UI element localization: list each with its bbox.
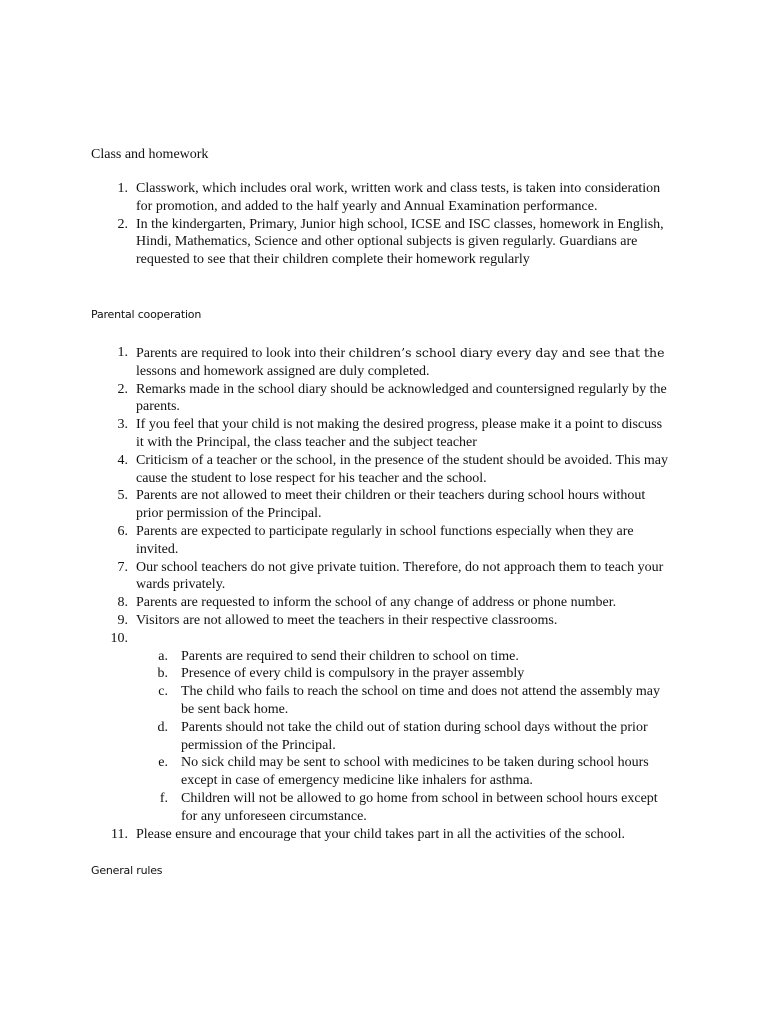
- list-item: [0, 826, 768, 844]
- heading-parental-cooperation: Parental cooperation: [91, 308, 202, 321]
- list-item-text: Parents are requested to inform the school of any change of address or phone number.: [136, 595, 617, 611]
- list-item: [0, 559, 768, 595]
- list-item: [0, 594, 768, 612]
- list-number: 8.: [117, 595, 128, 611]
- sub-list-item-text: Children will not be allowed to go home from school in between school hours except for any unforeseen circumstance.: [181, 790, 658, 824]
- list-item: [0, 630, 768, 826]
- list-item: [0, 416, 768, 452]
- list-item-text: Criticism of a teacher or the school, in the presence of the student should be avoided. This may cause the student to lose respect for his teacher and the school.: [136, 452, 668, 486]
- list-number: 10.: [110, 630, 128, 646]
- list-item: [0, 180, 768, 216]
- sub-list-item-text: The child who fails to reach the school on time and does not attend the assembly may be sent back home.: [181, 684, 660, 717]
- list-item: [0, 487, 768, 523]
- list-item-text: Our school teachers do not give private tuition. Therefore, do not approach them to teach your wards privately.: [136, 559, 664, 593]
- sub-list-letter: e.: [158, 755, 168, 771]
- list-item-text: children’s school diary every day and see that the: [348, 345, 665, 360]
- sub-list-item: [136, 665, 672, 683]
- heading-general-rules: General rules: [91, 864, 163, 877]
- class-homework-list: [0, 180, 768, 269]
- sub-list-letter: d.: [157, 719, 168, 735]
- heading-class-homework: Class and homework: [91, 147, 209, 162]
- list-number: 9.: [117, 612, 128, 628]
- list-item-text: Please ensure and encourage that your child takes part in all the activities of the school.: [136, 826, 626, 842]
- list-number: 2.: [117, 216, 128, 232]
- list-item-text: Parents are required to look into their: [136, 346, 349, 361]
- sub-list-item-text: Parents should not take the child out of station during school days without the prior permission of the Principal.: [181, 719, 648, 753]
- list-number: 2.: [117, 381, 128, 397]
- sub-list-letter: b.: [157, 666, 168, 682]
- list-number: 1.: [117, 181, 128, 196]
- list-item-text: If you feel that your child is not making the desired progress, please make it a point to discuss it with the Principal, the class teacher and the subject teacher: [136, 417, 663, 450]
- list-item-text: [136, 631, 140, 646]
- list-number: 1.: [117, 345, 128, 360]
- sub-list-item: [136, 790, 672, 826]
- sub-list-item-text: Parents are required to send their children to school on time.: [181, 648, 519, 664]
- sub-list-letter: a.: [158, 648, 168, 664]
- list-item-text: Remarks made in the school diary should be acknowledged and countersigned regularly by the parents.: [136, 381, 667, 415]
- list-number: 4.: [117, 452, 128, 468]
- list-item-text: Visitors are not allowed to meet the teachers in their respective classrooms.: [136, 612, 558, 628]
- list-item: [0, 523, 768, 559]
- sub-list-item-text: No sick child may be sent to school with medicines to be taken during school hours except in case of emergency medicine like inhalers for asthma.: [181, 755, 649, 789]
- list-number: 5.: [117, 488, 128, 504]
- sub-list-item: [136, 719, 672, 755]
- list-item: [0, 344, 768, 381]
- list-item-text: Parents are not allowed to meet their children or their teachers during school hours without prior permission of the Principal.: [136, 488, 646, 522]
- sub-list: [136, 648, 672, 826]
- list-item-text: Classwork, which includes oral work, written work and class tests, is taken into consideration for promotion, and added to the half yearly and Annual Examination performance.: [136, 181, 661, 214]
- list-number: 7.: [117, 559, 128, 575]
- list-number: 3.: [117, 417, 128, 433]
- sub-list-item: [136, 683, 672, 719]
- list-number: 11.: [111, 826, 128, 842]
- sub-list-letter: c.: [158, 684, 168, 700]
- sub-list-item: [136, 648, 672, 666]
- list-item: [0, 452, 768, 488]
- list-item: [0, 612, 768, 630]
- list-item: [0, 216, 768, 269]
- sub-list-item: [136, 754, 672, 790]
- list-item-text: In the kindergarten, Primary, Junior high school, ICSE and ISC classes, homework in English, Hindi, Mathematics, Science and other optional subjects is given regularly. Guardians are requested to see that their children complete their homework regularly: [136, 216, 664, 268]
- list-item-text: lessons and homework assigned are duly completed.: [136, 363, 430, 379]
- sub-list-item-text: Presence of every child is compulsory in the prayer assembly: [181, 666, 525, 682]
- list-item: [0, 381, 768, 417]
- sub-list-letter: f.: [159, 790, 168, 806]
- list-item-text: Parents are expected to participate regularly in school functions especially when they are invited.: [136, 523, 634, 557]
- parental-cooperation-list: [0, 344, 768, 843]
- list-number: 6.: [117, 523, 128, 539]
